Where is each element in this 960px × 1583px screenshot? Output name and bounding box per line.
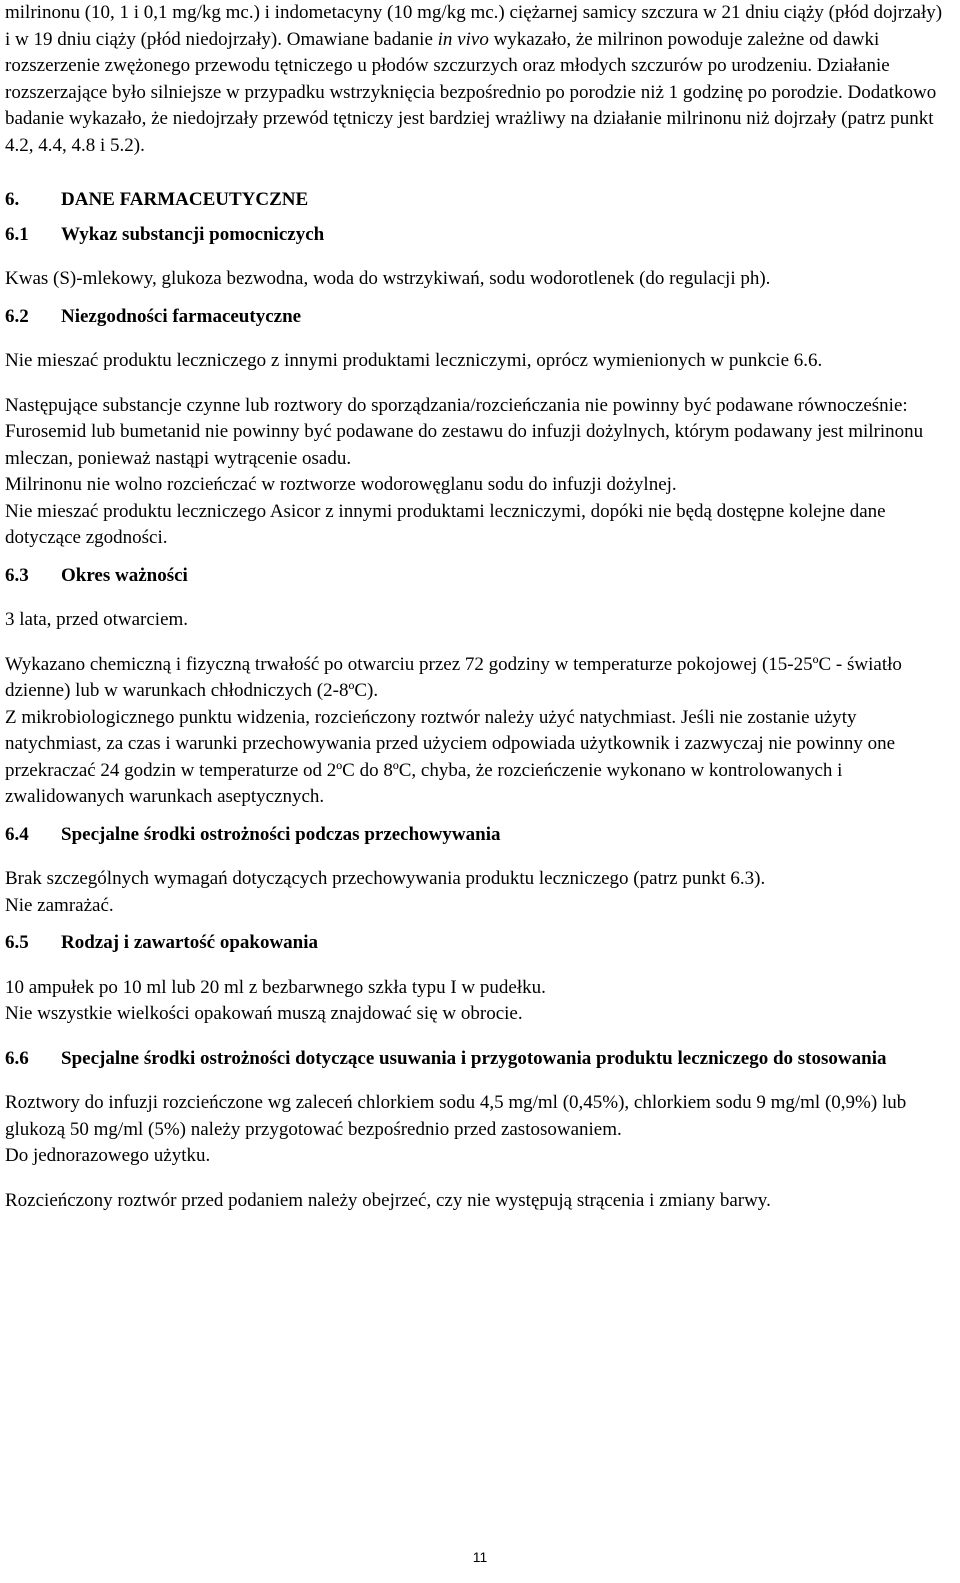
- section-6-6-heading: [5, 1046, 951, 1073]
- packaging-paragraph-1: 10 ampułek po 10 ml lub 20 ml z bezbarwnego szkła typu I w pudełku.: [5, 976, 546, 998]
- shelf-life-paragraph-1: 3 lata, przed otwarciem.: [5, 609, 189, 630]
- section-title: Wykaz substancji pomocniczych: [61, 223, 325, 245]
- section-6-2-heading: [5, 304, 951, 331]
- incompatibility-paragraph-5: Nie mieszać produktu leczniczego Asicor z innymi produktami leczniczymi, dopóki nie będą dostępne kolejne dane dotyczące zgodności.: [5, 500, 886, 548]
- incompatibility-paragraph-4: Milrinonu nie wolno rozcieńczać w roztworze wodorowęglanu sodu do infuzji dożylnej.: [5, 474, 677, 495]
- section-title: Specjalne środki ostrożności podczas przechowywania: [61, 823, 501, 845]
- shelf-life-paragraph-3: Z mikrobiologicznego punktu widzenia, rozcieńczony roztwór należy użyć natychmiast. Jeśli nie zostanie użyty natychmiast, za czas i warunki przechowywania przed użyciem odpowiada użytkownik i zazwyczaj nie powinny one przekraczać 24 godzin w temperaturze od 2ºC do 8ºC, chyba, że rozcieńczenie wykonano w kontrolowanych i zwalidowanych warunkach aseptycznych.: [5, 706, 896, 807]
- shelf-life-paragraph-2: Wykazano chemiczną i fizyczną trwałość po otwarciu przez 72 godziny w temperaturze pokojowej (15-25ºC - światło dzienne) lub w warunkach chłodniczych (2-8ºC).: [5, 653, 902, 701]
- section-number: 6.3: [5, 564, 29, 586]
- storage-paragraph-2: Nie zamrażać.: [5, 894, 114, 916]
- intro-text-a: milrinonu (10, 1 i 0,1 mg/kg mc.) i indometacyny (10 mg/kg mc.) ciężarnej samicy szczura w 21 dniu ciąży (płód dojrzały) i w 19 dniu ciąży (płód niedojrzały). Omawiane badanie: [5, 2, 943, 50]
- intro-paragraph: [5, 0, 951, 159]
- document-page: [5, 0, 951, 1214]
- preparation-paragraph-3: Rozcieńczony roztwór przed podaniem należy obejrzeć, czy nie występują strącenia i zmiany barwy.: [5, 1189, 771, 1211]
- section-title: Rodzaj i zawartość opakowania: [61, 932, 319, 953]
- section-title: Niezgodności farmaceutyczne: [61, 305, 302, 327]
- preparation-paragraph-1: Roztwory do infuzji rozcieńczone wg zaleceń chlorkiem sodu 4,5 mg/ml (0,45%), chlorkiem sodu 9 mg/ml (0,9%) lub glukozą 50 mg/ml (5%) należy przygotować bezpośrednio przed zastosowaniem.: [5, 1092, 907, 1140]
- section-number: 6.5: [5, 932, 29, 953]
- incompatibility-paragraph-1: Nie mieszać produktu leczniczego z innymi produktami leczniczymi, oprócz wymienionych w punkcie 6.6.: [5, 350, 823, 371]
- section-title: Specjalne środki ostrożności dotyczące usuwania i przygotowania produktu leczniczego do stosowania: [61, 1047, 887, 1069]
- section-number: 6.4: [5, 823, 29, 845]
- section-number: 6.1: [5, 223, 29, 245]
- intro-text-italic: in vivo: [437, 28, 489, 50]
- incompatibility-paragraph-3: Furosemid lub bumetanid nie powinny być podawane do zestawu do infuzji dożylnych, którym podawany jest milrinonu mleczan, ponieważ nastąpi wytrącenie osadu.: [5, 421, 924, 469]
- section-number: 6.6: [5, 1047, 29, 1069]
- section-6-5-heading: [5, 930, 951, 957]
- intro-text-b: wykazało, że milrinon powoduje zależne od dawki rozszerzenie zwężonego przewodu tętniczego u płodów szczurzych oraz młodych szczurów po urodzeniu. Działanie rozszerzające było silniejsze w przypadku wstrzyknięcia bezpośrednio po porodzie niż 1 godzinę po porodzie. Dodatkowo badanie wykazało, że niedojrzały przewód tętniczy jest bardziej wrażliwy na działanie milrinonu niż dojrzały (patrz punkt 4.2, 4.4, 4.8 i 5.2).: [5, 28, 937, 156]
- incompatibility-paragraph-2: Następujące substancje czynne lub roztwory do sporządzania/rozcieńczania nie powinny być podawane równocześnie:: [5, 394, 908, 416]
- section-title: DANE FARMACEUTYCZNE: [61, 189, 309, 210]
- storage-paragraph-1: Brak szczególnych wymagań dotyczących przechowywania produktu leczniczego (patrz punkt 6.3).: [5, 868, 766, 889]
- section-6-4-heading: [5, 822, 951, 849]
- section-title: Okres ważności: [61, 564, 188, 586]
- excipients-paragraph: Kwas (S)-mlekowy, glukoza bezwodna, woda do wstrzykiwań, sodu wodorotlenek (do regulacji ph).: [5, 268, 771, 289]
- section-number: 6.: [5, 189, 20, 210]
- page-number: 11: [472, 1549, 488, 1565]
- preparation-paragraph-2: Do jednorazowego użytku.: [5, 1145, 211, 1166]
- section-6-heading: [5, 187, 951, 214]
- packaging-paragraph-2: Nie wszystkie wielkości opakowań muszą znajdować się w obrocie.: [5, 1003, 523, 1024]
- section-number: 6.2: [5, 305, 29, 327]
- section-6-3-heading: [5, 563, 951, 590]
- section-6-1-heading: [5, 222, 951, 249]
